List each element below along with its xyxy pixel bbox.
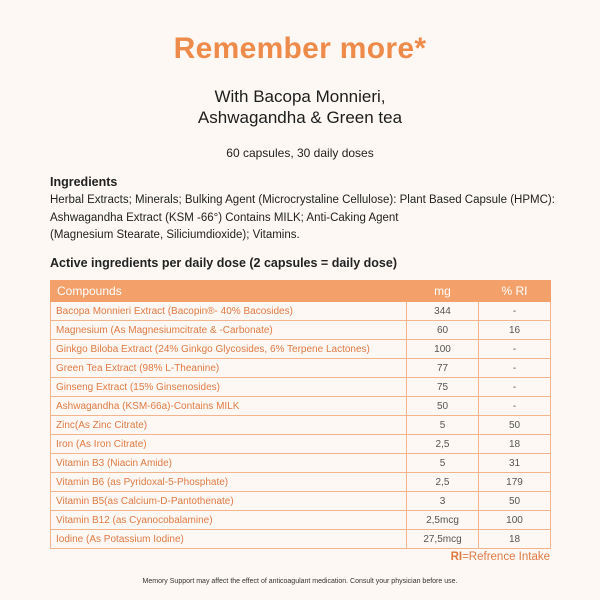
- table-row: [51, 416, 551, 435]
- mg-cell: 2,5: [407, 435, 479, 454]
- subhead-line-1: With Bacopa Monnieri,: [214, 87, 386, 106]
- mg-cell: 3: [407, 492, 479, 511]
- table-row: [51, 435, 551, 454]
- table-row: [51, 454, 551, 473]
- table-row: [51, 492, 551, 511]
- ri-cell: 50: [479, 416, 551, 435]
- ingredients-line-1: Herbal Extracts; Minerals; Bulking Agent (Microcrystaline Cellulose): Plant Based Capsule (HPMC):: [50, 194, 555, 206]
- ingredients-line-2: Ashwagandha Extract (KSM -66°) Contains MILK; Anti-Caking Agent: [50, 211, 399, 224]
- table-row: [51, 473, 551, 492]
- subhead-line-2: Ashwagandha & Green tea: [197, 108, 403, 127]
- headline: Remember more*: [173, 32, 427, 65]
- table-row: [51, 530, 551, 549]
- ri-cell: 179: [479, 473, 551, 492]
- table-row: [51, 359, 551, 378]
- mg-cell: 5: [407, 454, 479, 473]
- table-body: [51, 302, 551, 549]
- ri-cell: -: [479, 302, 551, 321]
- compound-cell: Vitamin B12 (as Cyanocobalamine): [51, 511, 407, 530]
- ingredients-line-3: (Magnesium Stearate, Siliciumdioxide); Vitamins.: [50, 229, 300, 241]
- compound-cell: Vitamin B3 (Niacin Amide): [51, 454, 407, 473]
- active-ingredients-table: [50, 280, 551, 549]
- mg-cell: 75: [407, 378, 479, 397]
- table-row: [51, 397, 551, 416]
- ri-legend-text: =Refrence Intake: [462, 551, 550, 563]
- ri-cell: 18: [479, 530, 551, 549]
- compound-cell: Iodine (As Potassium Iodine): [51, 530, 407, 549]
- table-header-row: [51, 281, 551, 302]
- ri-abbr: RI: [450, 551, 463, 563]
- ri-cell: -: [479, 340, 551, 359]
- mg-cell: 27,5mcg: [407, 530, 479, 549]
- ri-cell: 31: [479, 454, 551, 473]
- ri-cell: 100: [479, 511, 551, 530]
- ri-cell: 50: [479, 492, 551, 511]
- compound-cell: Iron (As Iron Citrate): [51, 435, 407, 454]
- ri-cell: -: [479, 359, 551, 378]
- compound-cell: Bacopa Monnieri Extract (Bacopin®- 40% Bacosides): [51, 302, 407, 321]
- ri-cell: -: [479, 397, 551, 416]
- mg-cell: 2,5: [407, 473, 479, 492]
- table-row: [51, 378, 551, 397]
- compound-cell: Ginkgo Biloba Extract (24% Ginkgo Glycosides, 6% Terpene Lactones): [51, 340, 407, 359]
- compound-cell: Ashwagandha (KSM-66a)-Contains MILK: [51, 397, 407, 416]
- footer-disclaimer: Memory Support may affect the effect of anticoagulant medication. Consult your physician before use.: [142, 578, 458, 585]
- header-compounds: Compounds: [51, 281, 407, 302]
- mg-cell: 60: [407, 321, 479, 340]
- subheadline: [0, 86, 600, 128]
- ri-legend: [451, 551, 550, 563]
- mg-cell: 50: [407, 397, 479, 416]
- capsule-count: 60 capsules, 30 daily doses: [226, 146, 374, 160]
- ri-cell: 18: [479, 435, 551, 454]
- compound-cell: Magnesium (As Magnesiumcitrate & -Carbonate): [51, 321, 407, 340]
- table-row: [51, 321, 551, 340]
- compound-cell: Ginseng Extract (15% Ginsenosides): [51, 378, 407, 397]
- mg-cell: 100: [407, 340, 479, 359]
- table-row: [51, 302, 551, 321]
- header-mg: mg: [407, 281, 479, 302]
- table-row: [51, 511, 551, 530]
- active-ingredients-heading: Active ingredients per daily dose (2 capsules = daily dose): [50, 256, 397, 270]
- compound-cell: Zinc(As Zinc Citrate): [51, 416, 407, 435]
- ingredients-heading: Ingredients: [50, 175, 118, 189]
- ri-cell: -: [479, 378, 551, 397]
- mg-cell: 5: [407, 416, 479, 435]
- ingredients-text: [50, 192, 570, 245]
- mg-cell: 2,5mcg: [407, 511, 479, 530]
- mg-cell: 344: [407, 302, 479, 321]
- compound-cell: Vitamin B6 (as Pyridoxal-5-Phosphate): [51, 473, 407, 492]
- compound-cell: Vitamin B5(as Calcium-D-Pantothenate): [51, 492, 407, 511]
- ri-cell: 16: [479, 321, 551, 340]
- header-ri: % RI: [479, 281, 551, 302]
- table-row: [51, 340, 551, 359]
- mg-cell: 77: [407, 359, 479, 378]
- compound-cell: Green Tea Extract (98% L-Theanine): [51, 359, 407, 378]
